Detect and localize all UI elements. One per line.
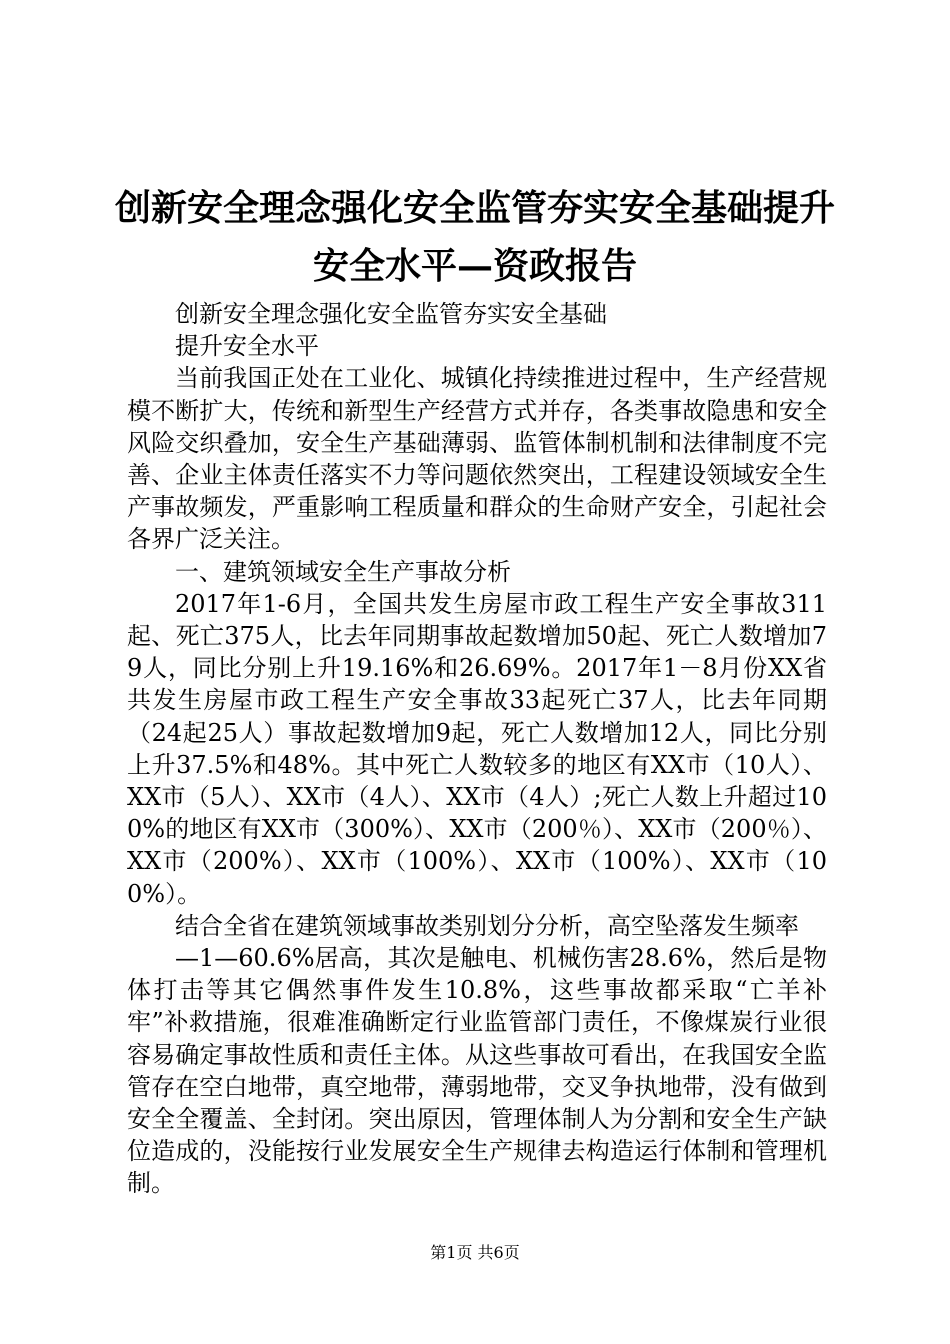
paragraph-analysis: —1—60.6%居高，其次是触电、机械伤害28.6%，然后是物体打击等其它偶然事件发生10.8%，这些事故都采取“亡羊补牢”补救措施，很难准确断定行业监管部门责任，不像煤炭行业很容易确定事故性质和责任主体。从这些事故可看出，在我国安全监管存在空白地带，真空地带，薄弱地带，交叉争执地带，没有做到安全全覆盖、全封闭。突出原因，管理体制人为分割和安全生产缺位造成的，没能按行业发展安全生产规律去构造运行体制和管理机制。: [127, 944, 827, 1198]
page-footer: 第1页 共6页: [430, 1243, 520, 1262]
section-heading: 一、建筑领域安全生产事故分析: [175, 557, 511, 586]
document-title-line-2: 安全水平—资政报告: [312, 245, 637, 287]
paragraph-intro: 当前我国正处在工业化、城镇化持续推进过程中，生产经营规模不断扩大，传统和新型生产经营方式并存，各类事故隐患和安全风险交织叠加，安全生产基础薄弱、监管体制机制和法律制度不完善、企业主体责任落实不力等问题依然突出，工程建设领域安全生产事故频发，严重影响工程质量和群众的生命财产安全，引起社会各界广泛关注。: [127, 364, 827, 554]
subtitle-line-1: 创新安全理念强化安全监管夯实安全基础: [175, 300, 607, 328]
paragraph-statistics: 2017年1-6月，全国共发生房屋市政工程生产安全事故311起、死亡375人，比去年同期事故起数增加50起、死亡人数增加79人，同比分别上升19.16%和26.69%。2017年1－8月份XX省共发生房屋市政工程生产安全事故33起死亡37人，比去年同期（24起25人）事故起数增加9起，死亡人数增加12人，同比分别上升37.5%和48%。其中死亡人数较多的地区有XX市（10人）、XX市（5人）、XX市（4人）、XX市（4人）;死亡人数上升超过100%的地区有XX市（300%）、XX市（200％）、XX市（200％）、XX市（200%）、XX市（100%）、XX市（100%）、XX市（100%）。: [127, 589, 827, 908]
paragraph-analysis-lead: 结合全省在建筑领域事故类别划分分析，高空坠落发生频率: [175, 911, 799, 940]
document-title-line-1: 创新安全理念强化安全监管夯实安全基础提升: [114, 187, 835, 229]
subtitle-line-2: 提升安全水平: [175, 332, 319, 361]
document-body: [127, 298, 827, 1200]
